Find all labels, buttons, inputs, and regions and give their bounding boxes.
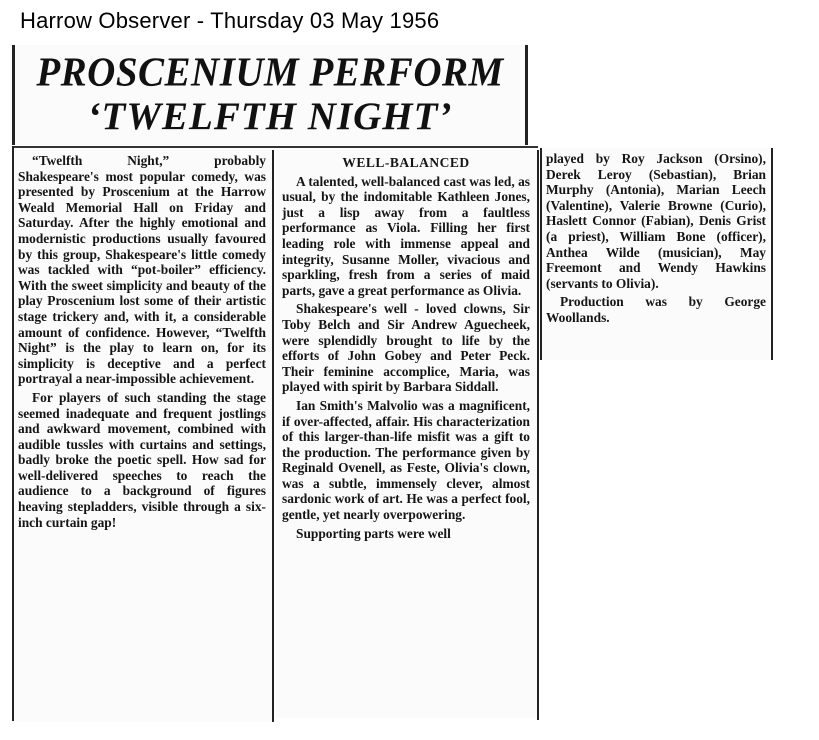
clipping-caption: Harrow Observer - Thursday 03 May 1956 xyxy=(20,8,440,33)
column-divider-2 xyxy=(537,150,539,720)
column-2-paragraph-4: Supporting parts were well xyxy=(296,525,451,541)
headline-line-2: ‘TWELFTH NIGHT’ xyxy=(87,95,453,138)
column-1-left-rule xyxy=(12,146,14,721)
subheading-well-balanced: WELL-BALANCED xyxy=(342,155,470,170)
headline-line-1: PROSCENIUM PERFORM xyxy=(36,49,504,96)
column-2-paragraph-3: Ian Smith's Malvolio was a magnificent, if over-affected, affair. His characterization of this larger-than-life misfit was a gift to the production. The performance given by Reginald Ovenell, as Feste, Olivia's clown, was a subtle, immensely clever, almost sardonic work of art. He was a perfect fool, gentle, yet nearly overpowering. xyxy=(282,397,530,523)
column-2-paragraph-2: Shakespeare's well - loved clowns, Sir Toby Belch and Sir Andrew Aguecheek, were splendidly brought to life by the efforts of John Gobey and Peter Peck. Their feminine accomplice, Maria, was played with spirit by Barbara Siddall. xyxy=(282,301,530,395)
column-1-paragraph-1: “Twelfth Night,” probably Shakespeare's most popular comedy, was presented by Proscenium at the Harrow Weald Memorial Hall on Friday and Saturday. After the highly emotional and modernistic productions usually favoured by this group, Shakespeare's little comedy was tackled with “pot-boiler” efficiency. With the sweet simplicity and beauty of the play Proscenium lost some of their artistic stage trickery and, with it, a considerable amount of confidence. However, “Twelfth Night” is the play to learn on, for its simplicity is deceptive and a perfect portrayal a near-impossible achievement. xyxy=(18,153,266,387)
article-column-1 xyxy=(18,153,266,530)
article-column-2 xyxy=(282,155,530,541)
column-3-right-rule xyxy=(771,148,773,360)
article-column-3 xyxy=(546,151,766,326)
headline-bottom-rule xyxy=(12,146,538,148)
column-divider-1 xyxy=(272,150,274,722)
column-2-paragraph-1: A talented, well-balanced cast was led, as usual, by the indomitable Kathleen Jones, just a lisp away from a faultless performance as Viola. Filling her first leading role with immense appeal and integrity, Susanne Moller, vivacious and sparkling, fresh from a series of maid parts, gave a great performance as Olivia. xyxy=(282,173,530,298)
column-3-paragraph-1: played by Roy Jackson (Orsino), Derek Leroy (Sebastian), Brian Murphy (Antonia), Marian Leech (Valentine), Valerie Browne (Curio), Haslett Connor (Fabian), Denis Grist (a priest), William Bone (officer), Anthea Wilde (musician), May Freemont and Wendy Hawkins (servants to Olivia). xyxy=(546,151,766,291)
column-3-left-rule xyxy=(540,148,542,360)
column-3-paragraph-2: Production was by George Woollands. xyxy=(546,294,766,325)
headline xyxy=(12,45,528,145)
column-1-paragraph-2: For players of such standing the stage seemed inadequate and frequent jostlings and awkward movement, combined with audible tussles with curtains and settings, badly broke the poetic spell. How sad for well-delivered speeches to reach the audience to a background of figures heaving stepladders, visible through a six-inch curtain gap! xyxy=(18,389,266,530)
